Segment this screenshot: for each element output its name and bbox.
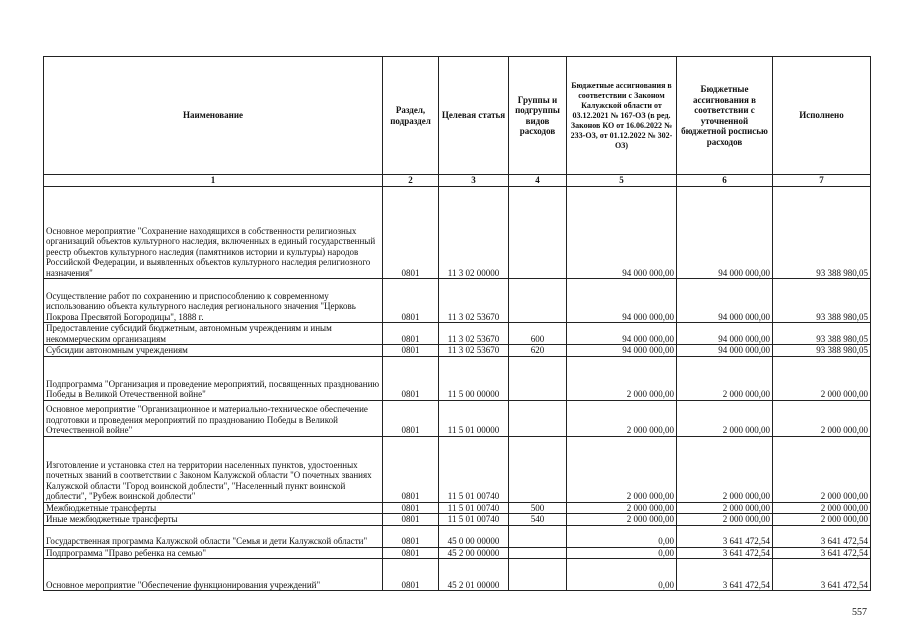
table-row <box>44 514 871 526</box>
cell-section: 0801 <box>383 436 439 502</box>
cell-refined: 2 000 000,00 <box>677 356 773 400</box>
cell-law: 94 000 000,00 <box>567 323 677 345</box>
cell-refined: 2 000 000,00 <box>677 502 773 514</box>
cell-group <box>509 559 567 591</box>
cell-group <box>509 187 567 279</box>
cell-target: 11 5 00 00000 <box>439 356 509 400</box>
column-number: 7 <box>773 175 871 187</box>
header-law-allocation: Бюджетные ассигнования в соответствии с Законом Калужской области от 03.12.2021 № 167-ОЗ (в ред. Законов КО от 16.06.2022 № 233-ОЗ, от 01.12.2022 № 302-ОЗ) <box>567 57 677 175</box>
cell-target: 11 5 01 00740 <box>439 502 509 514</box>
cell-target: 45 2 00 00000 <box>439 547 509 559</box>
cell-done: 93 388 980,05 <box>773 323 871 345</box>
table-row <box>44 547 871 559</box>
cell-section: 0801 <box>383 514 439 526</box>
cell-law: 2 000 000,00 <box>567 514 677 526</box>
cell-done: 93 388 980,05 <box>773 345 871 357</box>
cell-done: 93 388 980,05 <box>773 279 871 323</box>
column-number: 4 <box>509 175 567 187</box>
cell-name: Иные межбюджетные трансферты <box>44 514 383 526</box>
cell-name: Подпрограмма "Право ребенка на семью" <box>44 547 383 559</box>
cell-refined: 94 000 000,00 <box>677 279 773 323</box>
cell-name: Государственная программа Калужской области "Семья и дети Калужской области" <box>44 525 383 547</box>
column-number: 1 <box>44 175 383 187</box>
cell-group: 600 <box>509 323 567 345</box>
cell-group <box>509 525 567 547</box>
cell-target: 11 3 02 53670 <box>439 279 509 323</box>
cell-section: 0801 <box>383 323 439 345</box>
cell-name: Изготовление и установка стел на территории населенных пунктов, удостоенных почетных званий в соответствии с Законом Калужской области "О почетных званиях Калужской области "Город воинской доблести", "Населенный пункт воинской доблести", "Рубеж воинской доблести" <box>44 436 383 502</box>
cell-name: Основное мероприятие "Организационное и материально-техническое обеспечение подготовки и проведения мероприятий по празднованию Победы в Великой Отечественной войне" <box>44 400 383 436</box>
column-number: 3 <box>439 175 509 187</box>
cell-section: 0801 <box>383 559 439 591</box>
cell-section: 0801 <box>383 356 439 400</box>
budget-table <box>43 56 871 591</box>
cell-law: 2 000 000,00 <box>567 502 677 514</box>
cell-refined: 2 000 000,00 <box>677 436 773 502</box>
table-row <box>44 525 871 547</box>
table-row <box>44 436 871 502</box>
cell-target: 11 5 01 00740 <box>439 514 509 526</box>
header-refined-allocation: Бюджетные ассигнования в соответствии с уточненной бюджетной росписью расходов <box>677 57 773 175</box>
table-body <box>44 187 871 591</box>
table-row <box>44 279 871 323</box>
cell-refined: 3 641 472,54 <box>677 547 773 559</box>
cell-group <box>509 279 567 323</box>
table-row <box>44 187 871 279</box>
cell-name: Осуществление работ по сохранению и приспособлению к современному использованию объекта культурного наследия регионального значения "Церковь Покрова Пресвятой Богородицы", 1888 г. <box>44 279 383 323</box>
cell-name: Предоставление субсидий бюджетным, автономным учреждениям и иным некоммерческим организациям <box>44 323 383 345</box>
cell-target: 11 5 01 00000 <box>439 400 509 436</box>
header-name: Наименование <box>44 57 383 175</box>
cell-target: 45 0 00 00000 <box>439 525 509 547</box>
cell-done: 2 000 000,00 <box>773 514 871 526</box>
cell-group: 500 <box>509 502 567 514</box>
cell-name: Основное мероприятие "Обеспечение функционирования учреждений" <box>44 559 383 591</box>
cell-section: 0801 <box>383 400 439 436</box>
cell-done: 2 000 000,00 <box>773 356 871 400</box>
cell-law: 0,00 <box>567 559 677 591</box>
cell-refined: 2 000 000,00 <box>677 514 773 526</box>
cell-law: 94 000 000,00 <box>567 279 677 323</box>
cell-law: 2 000 000,00 <box>567 356 677 400</box>
cell-done: 3 641 472,54 <box>773 525 871 547</box>
cell-refined: 3 641 472,54 <box>677 525 773 547</box>
cell-target: 11 5 01 00740 <box>439 436 509 502</box>
table-row <box>44 323 871 345</box>
cell-section: 0801 <box>383 279 439 323</box>
table-row <box>44 559 871 591</box>
table-row <box>44 345 871 357</box>
cell-name: Межбюджетные трансферты <box>44 502 383 514</box>
cell-target: 45 2 01 00000 <box>439 559 509 591</box>
cell-section: 0801 <box>383 345 439 357</box>
cell-group <box>509 400 567 436</box>
cell-refined: 94 000 000,00 <box>677 323 773 345</box>
cell-name: Подпрограмма "Организация и проведение мероприятий, посвященных празднованию Победы в Великой Отечественной войне" <box>44 356 383 400</box>
header-target: Целевая статья <box>439 57 509 175</box>
cell-target: 11 3 02 53670 <box>439 323 509 345</box>
column-number: 2 <box>383 175 439 187</box>
cell-law: 2 000 000,00 <box>567 436 677 502</box>
cell-law: 0,00 <box>567 547 677 559</box>
cell-done: 3 641 472,54 <box>773 547 871 559</box>
column-number: 6 <box>677 175 773 187</box>
cell-done: 93 388 980,05 <box>773 187 871 279</box>
cell-done: 2 000 000,00 <box>773 502 871 514</box>
header-groups: Группы и подгруппы видов расходов <box>509 57 567 175</box>
cell-refined: 3 641 472,54 <box>677 559 773 591</box>
cell-group: 540 <box>509 514 567 526</box>
page-number: 557 <box>852 607 867 618</box>
cell-group <box>509 356 567 400</box>
cell-target: 11 3 02 00000 <box>439 187 509 279</box>
cell-name: Основное мероприятие "Сохранение находящихся в собственности религиозных организаций объектов культурного наследия, включенных в единый государственный реестр объектов культурного наследия (памятников истории и культуры) народов Российской Федерации, и выявленных объектов культурного наследия религиозного назначения" <box>44 187 383 279</box>
table-row <box>44 502 871 514</box>
header-section: Раздел, подраздел <box>383 57 439 175</box>
cell-target: 11 3 02 53670 <box>439 345 509 357</box>
cell-done: 3 641 472,54 <box>773 559 871 591</box>
cell-done: 2 000 000,00 <box>773 400 871 436</box>
cell-law: 94 000 000,00 <box>567 187 677 279</box>
cell-section: 0801 <box>383 187 439 279</box>
cell-refined: 94 000 000,00 <box>677 345 773 357</box>
cell-group <box>509 436 567 502</box>
table-row <box>44 356 871 400</box>
cell-law: 0,00 <box>567 525 677 547</box>
cell-section: 0801 <box>383 547 439 559</box>
cell-group <box>509 547 567 559</box>
cell-refined: 2 000 000,00 <box>677 400 773 436</box>
cell-refined: 94 000 000,00 <box>677 187 773 279</box>
header-executed: Исполнено <box>773 57 871 175</box>
cell-law: 2 000 000,00 <box>567 400 677 436</box>
cell-section: 0801 <box>383 525 439 547</box>
column-number: 5 <box>567 175 677 187</box>
table-row <box>44 400 871 436</box>
cell-group: 620 <box>509 345 567 357</box>
cell-done: 2 000 000,00 <box>773 436 871 502</box>
cell-law: 94 000 000,00 <box>567 345 677 357</box>
cell-section: 0801 <box>383 502 439 514</box>
cell-name: Субсидии автономным учреждениям <box>44 345 383 357</box>
